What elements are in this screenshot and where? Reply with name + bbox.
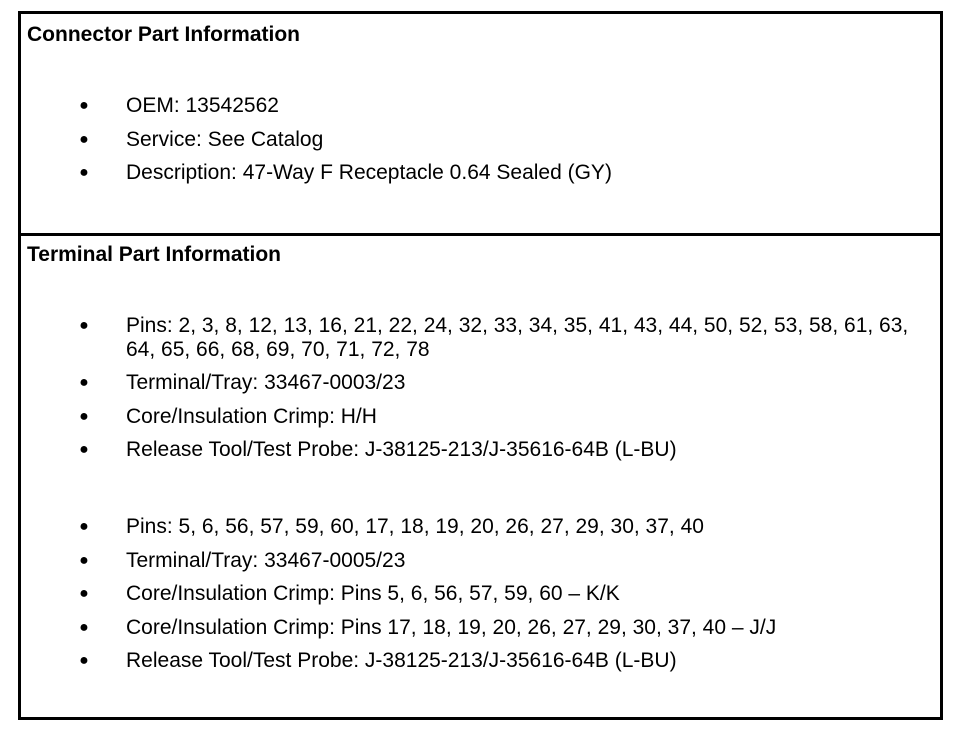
bullet-icon: ●: [79, 585, 89, 602]
list-item: [21, 128, 940, 152]
list-item-text: Terminal/Tray: 33467-0005/23: [126, 548, 406, 572]
terminal-heading: Terminal Part Information: [27, 243, 281, 266]
document-frame: [18, 11, 943, 720]
list-item-text: Release Tool/Test Probe: J-38125-213/J-35616-64B (L-BU): [126, 438, 677, 461]
bullet-icon: ●: [79, 164, 89, 181]
connector-heading: Connector Part Information: [27, 23, 301, 46]
bullet-icon: ●: [79, 518, 89, 535]
bullet-icon: ●: [79, 374, 89, 391]
terminal-group-2: [21, 515, 940, 683]
list-item-text: Terminal/Tray: 33467-0003/23: [126, 371, 406, 394]
bullet-icon: ●: [79, 130, 89, 148]
list-item-text: Core/Insulation Crimp: H/H: [126, 404, 377, 428]
list-item: [21, 616, 940, 640]
list-item-text: Description: 47-Way F Receptacle 0.64 Sealed (GY): [126, 161, 612, 184]
list-item: [21, 405, 940, 429]
bullet-icon: ●: [79, 441, 89, 458]
bullet-icon: ●: [79, 652, 89, 669]
list-item: [21, 515, 940, 539]
bullet-icon: ●: [79, 407, 89, 425]
bullet-icon: ●: [79, 618, 89, 636]
list-item-text: Pins: 2, 3, 8, 12, 13, 16, 21, 22, 24, 32, 33, 34, 35, 41, 43, 44, 50, 52, 53, 58, 61, 63, 64, 65, 66, 68, 69, 70, 71, 72, 78: [126, 314, 909, 361]
bullet-icon: ●: [79, 551, 89, 569]
list-item: [21, 582, 940, 606]
list-item-text: Pins: 5, 6, 56, 57, 59, 60, 17, 18, 19, 20, 26, 27, 29, 30, 37, 40: [126, 515, 704, 538]
list-item: [21, 371, 940, 395]
connector-section: [21, 14, 940, 234]
list-item: [21, 161, 940, 185]
list-item-text: Core/Insulation Crimp: Pins 5, 6, 56, 57, 59, 60 – K/K: [126, 582, 620, 605]
bullet-icon: ●: [79, 97, 89, 114]
list-item-text: Service: See Catalog: [126, 127, 324, 151]
list-item: [21, 549, 940, 573]
list-item: [21, 438, 940, 462]
bullet-icon: ●: [79, 317, 89, 334]
terminal-group-1: [21, 314, 940, 472]
list-item: [21, 314, 940, 361]
list-item-text: OEM: 13542562: [126, 94, 279, 117]
list-item: [21, 94, 940, 118]
terminal-section: [21, 236, 940, 717]
list-item-text: Core/Insulation Crimp: Pins 17, 18, 19, 20, 26, 27, 29, 30, 37, 40 – J/J: [126, 615, 777, 639]
list-item: [21, 649, 940, 673]
connector-list: [21, 94, 940, 195]
list-item-text: Release Tool/Test Probe: J-38125-213/J-35616-64B (L-BU): [126, 649, 677, 672]
